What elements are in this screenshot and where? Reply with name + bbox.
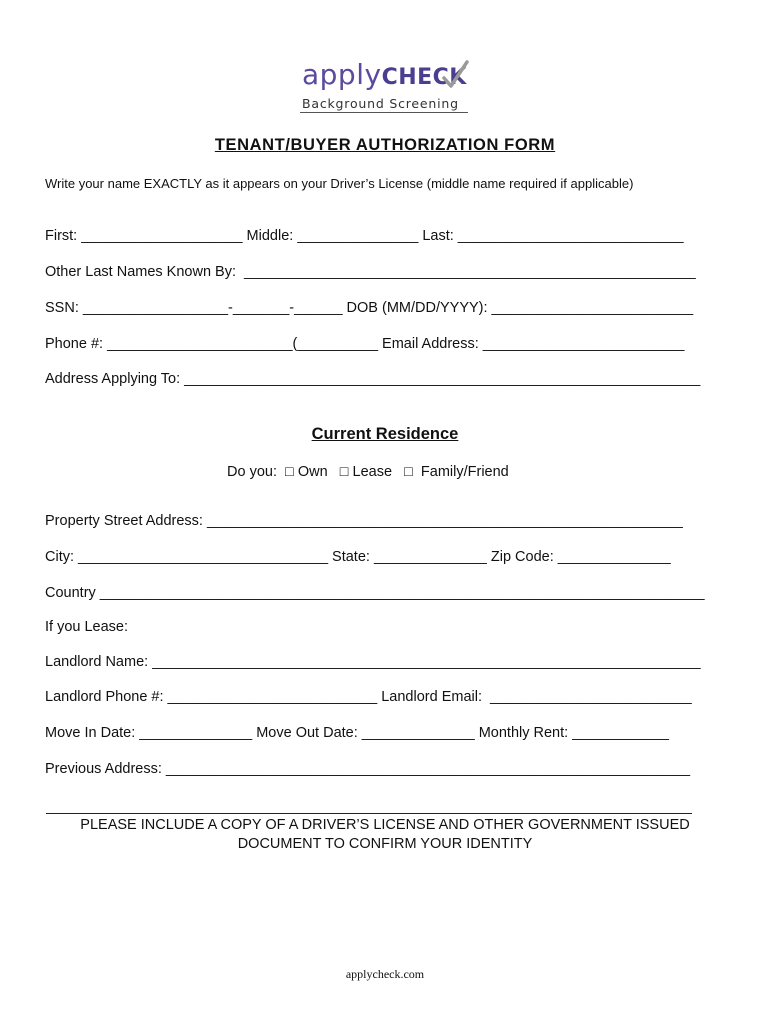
logo-text-apply: apply [302,58,382,91]
previous-address-field[interactable]: Previous Address: _________________________________________________________________ [45,761,691,777]
dates-rent-field[interactable]: Move In Date: ______________ Move Out Date: ______________ Monthly Rent: ____________ [45,725,669,741]
notice-line-1: PLEASE INCLUDE A COPY OF A DRIVER’S LICENSE AND OTHER GOVERNMENT ISSUED [80,817,690,833]
separator-line [46,813,692,814]
city-state-zip-field[interactable]: City: _______________________________ State: ______________ Zip Code: ______________ [45,549,671,565]
landlord-phone-email-field[interactable]: Landlord Phone #: __________________________ Landlord Email: _________________________ [45,689,692,705]
ssn-dob-field[interactable]: SSN: __________________-_______-______ DOB (MM/DD/YYYY): _________________________ [45,300,694,316]
other-last-names-field[interactable]: Other Last Names Known By: ________________________________________________________ [45,264,696,280]
phone-email-field[interactable]: Phone #: _______________________(__________ Email Address: _________________________ [45,336,685,352]
notice-line-2: DOCUMENT TO CONFIRM YOUR IDENTITY [237,836,533,852]
name-instruction: Write your name EXACTLY as it appears on your Driver’s License (middle name required if applicable) [45,176,634,191]
current-residence-heading: Current Residence [311,425,459,443]
logo-text-check: CHECK [381,65,467,90]
residence-type-options[interactable]: Do you: □ Own □ Lease □ Family/Friend [227,464,509,480]
name-fields-line[interactable]: First: ____________________ Middle: _______________ Last: ____________________________ [45,228,684,244]
address-applying-field[interactable]: Address Applying To: ________________________________________________________________ [45,371,701,387]
form-title: TENANT/BUYER AUTHORIZATION FORM [214,136,556,154]
logo-tagline: Background Screening [302,96,459,111]
logo-underline [300,112,468,113]
landlord-name-field[interactable]: Landlord Name: ____________________________________________________________________ [45,654,701,670]
country-field[interactable]: Country ___________________________________________________________________________ [45,585,705,601]
footer-website: applycheck.com [345,967,425,981]
if-you-lease-label: If you Lease: [45,619,129,635]
property-street-field[interactable]: Property Street Address: ___________________________________________________________ [45,513,683,529]
checkmark-icon [440,58,470,90]
